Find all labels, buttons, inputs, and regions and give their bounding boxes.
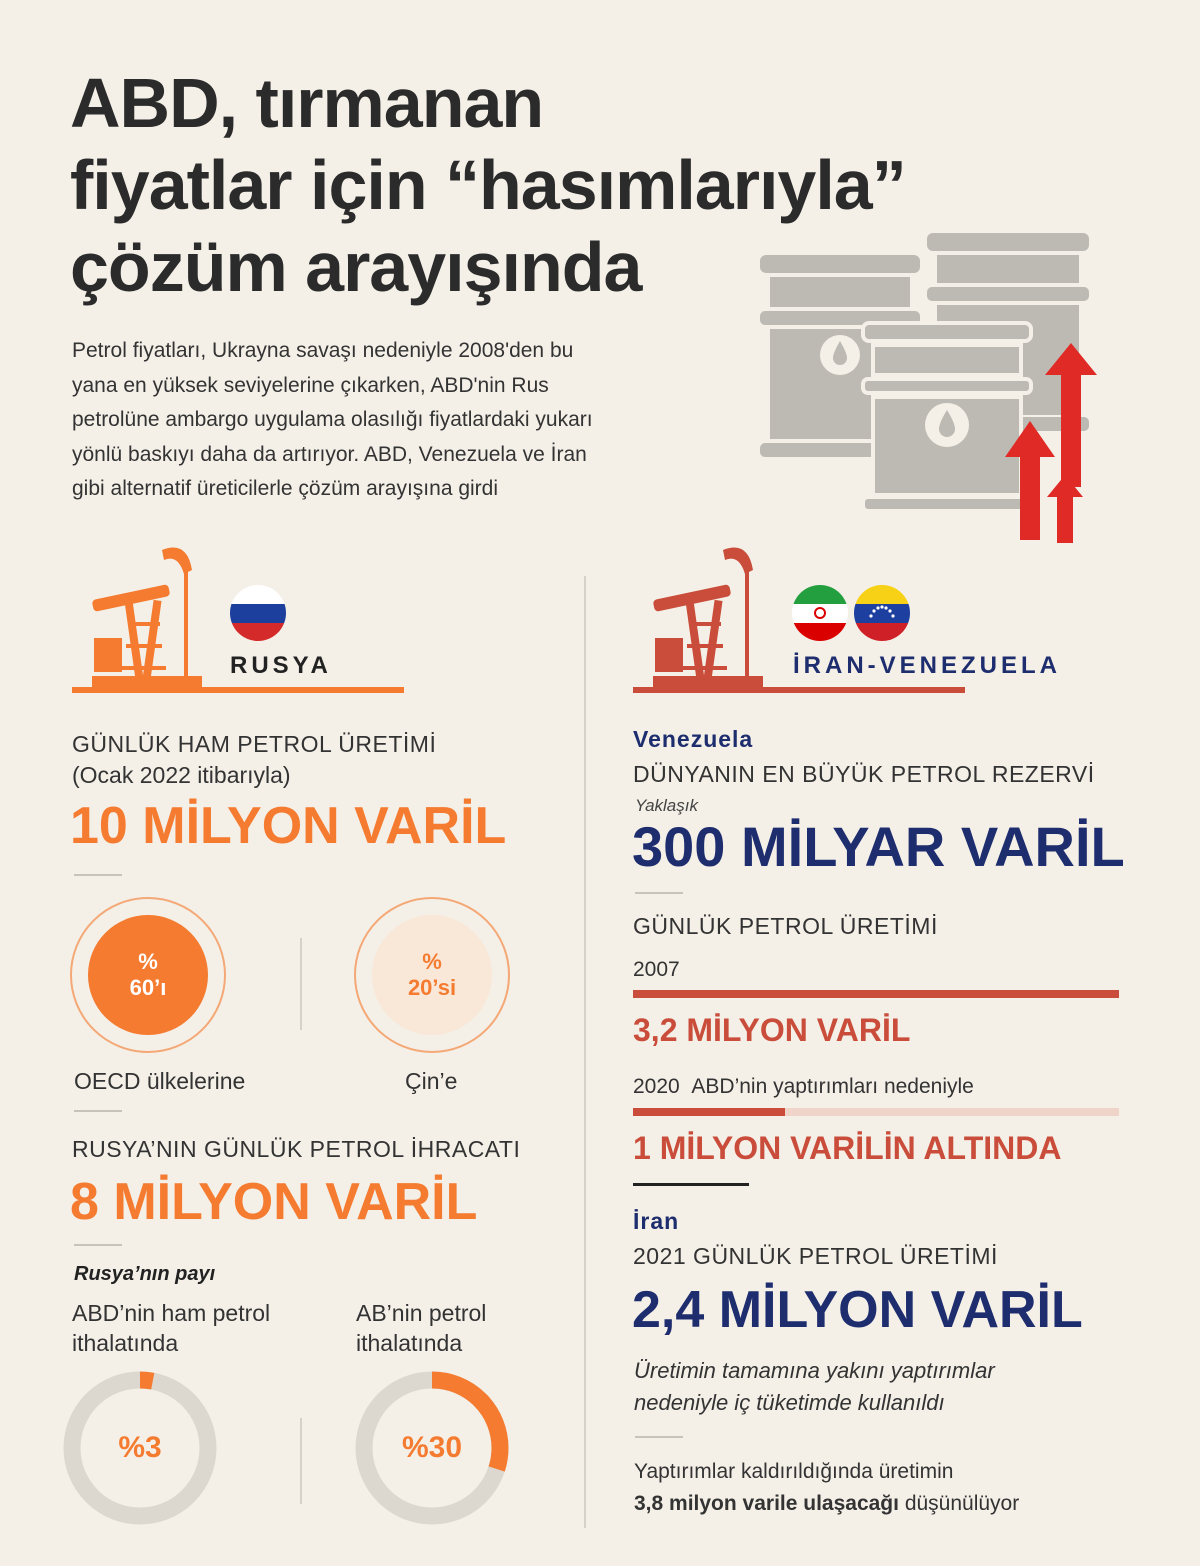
separator <box>635 1436 683 1438</box>
us-import-donut-value: %3 <box>118 1431 162 1464</box>
intro-line: petrolüne ambargo uygulama olasılığı fiyatlardaki yukarı <box>72 408 593 431</box>
donut-divider <box>300 1418 302 1504</box>
us-import-donut <box>62 1370 218 1526</box>
china-share-circle <box>352 895 512 1055</box>
russia-production-value: 10 MİLYON VARİL <box>70 797 507 855</box>
venezuela-approx-label: Yaklaşık <box>635 796 698 815</box>
separator <box>74 1244 122 1246</box>
oecd-share-circle <box>68 895 228 1055</box>
eu-import-label <box>356 1298 486 1358</box>
china-share-label: Çin’e <box>405 1068 458 1094</box>
intro-line: Petrol fiyatları, Ukrayna savaşı nedeniyle 2008'den bu <box>72 339 574 362</box>
production-2007-bar <box>633 990 1119 998</box>
iran-flag-icon <box>791 584 849 642</box>
year-2020-note: ABD’nin yaptırımları nedeniyle <box>691 1075 974 1098</box>
production-2007-value: 3,2 MİLYON VARİL <box>633 1012 911 1048</box>
oecd-share-label: OECD ülkelerine <box>74 1068 246 1094</box>
iran-production-value: 2,4 MİLYON VARİL <box>632 1281 1083 1339</box>
us-import-label-line: ithalatında <box>72 1330 179 1356</box>
venezuela-flag-icon <box>853 584 911 642</box>
title-line-3: çözüm arayışında <box>70 228 642 306</box>
title-line-2: fiyatlar için “hasımlarıyla” <box>70 146 906 224</box>
iran-production-note <box>634 1355 995 1419</box>
russia-header-rule <box>72 687 404 693</box>
us-import-label <box>72 1298 270 1358</box>
us-import-label-line: ABD’nin ham petrol <box>72 1300 271 1326</box>
iran-footer-rest: düşünülüyor <box>898 1492 1020 1515</box>
venezuela-production-label: GÜNLÜK PETROL ÜRETİMİ <box>633 913 938 939</box>
country-label-russia: RUSYA <box>230 652 332 679</box>
russia-export-label: RUSYA’NIN GÜNLÜK PETROL İHRACATI <box>72 1136 521 1162</box>
eu-import-donut <box>354 1370 510 1526</box>
venezuela-heading: Venezuela <box>633 726 754 752</box>
eu-import-donut-value: %30 <box>401 1431 463 1464</box>
year-2020-row <box>633 1075 974 1099</box>
year-2007-label: 2007 <box>633 958 680 981</box>
eu-import-label-line: AB’nin petrol <box>356 1300 487 1326</box>
iran-footer-note <box>634 1456 1019 1520</box>
iran-note-line: Üretimin tamamına yakını yaptırımlar <box>634 1358 995 1383</box>
china-share-value: 20’si <box>407 975 457 1000</box>
iran-production-label: 2021 GÜNLÜK PETROL ÜRETİMİ <box>633 1243 998 1269</box>
eu-import-label-line: ithalatında <box>356 1330 463 1356</box>
russia-share-title: Rusya’nın payı <box>74 1263 216 1285</box>
separator <box>74 1110 122 1112</box>
oecd-share-value: 60’ı <box>129 975 167 1000</box>
oil-barrels-illustration <box>755 225 1115 550</box>
oecd-share-percent-sign: % <box>138 949 158 974</box>
oil-pumpjack-icon <box>92 540 207 690</box>
intro-line: yönlü baskıyı daha da artırıyor. ABD, Venezuela ve İran <box>72 442 587 466</box>
production-2020-value: 1 MİLYON VARİLİN ALTINDA <box>633 1130 1062 1166</box>
intro-line: yana en yüksek seviyelerine çıkarken, ABD'nin Rus <box>72 373 549 397</box>
russia-production-label: GÜNLÜK HAM PETROL ÜRETİMİ <box>72 731 437 757</box>
year-2020-label: 2020 <box>633 1075 680 1098</box>
country-label-iran-venezuela: İRAN-VENEZUELA <box>793 652 1062 679</box>
venezuela-reserve-value: 300 MİLYAR VARİL <box>632 815 1125 878</box>
venezuela-reserve-label: DÜNYANIN EN BÜYÜK PETROL REZERVİ <box>633 761 1095 787</box>
russia-flag-icon <box>229 584 287 642</box>
separator <box>74 874 122 876</box>
oil-pumpjack-icon <box>653 540 768 690</box>
iran-heading: İran <box>633 1208 680 1234</box>
production-2020-track <box>633 1108 1119 1116</box>
iran-venezuela-header-rule <box>633 687 965 693</box>
iran-footer-line-2 <box>634 1488 1019 1520</box>
intro-line: gibi alternatif üreticilerle çözüm arayışına girdi <box>72 477 499 500</box>
russia-export-value: 8 MİLYON VARİL <box>70 1173 478 1231</box>
separator <box>635 892 683 894</box>
column-divider <box>584 576 586 1528</box>
iran-note-line: nedeniyle iç tüketimde kullanıldı <box>634 1390 945 1415</box>
iran-footer-bold: 3,8 milyon varile ulaşacağı <box>634 1492 899 1515</box>
title-line-1: ABD, tırmanan <box>70 64 544 142</box>
section-rule <box>633 1183 749 1186</box>
production-2007-track <box>633 990 1119 998</box>
iran-footer-line: Yaptırımlar kaldırıldığında üretimin <box>634 1460 954 1483</box>
circle-divider <box>300 938 302 1030</box>
russia-production-note: (Ocak 2022 itibarıyla) <box>72 762 291 788</box>
china-share-percent-sign: % <box>422 949 442 974</box>
production-2020-bar <box>633 1108 785 1116</box>
intro-paragraph <box>72 334 712 507</box>
